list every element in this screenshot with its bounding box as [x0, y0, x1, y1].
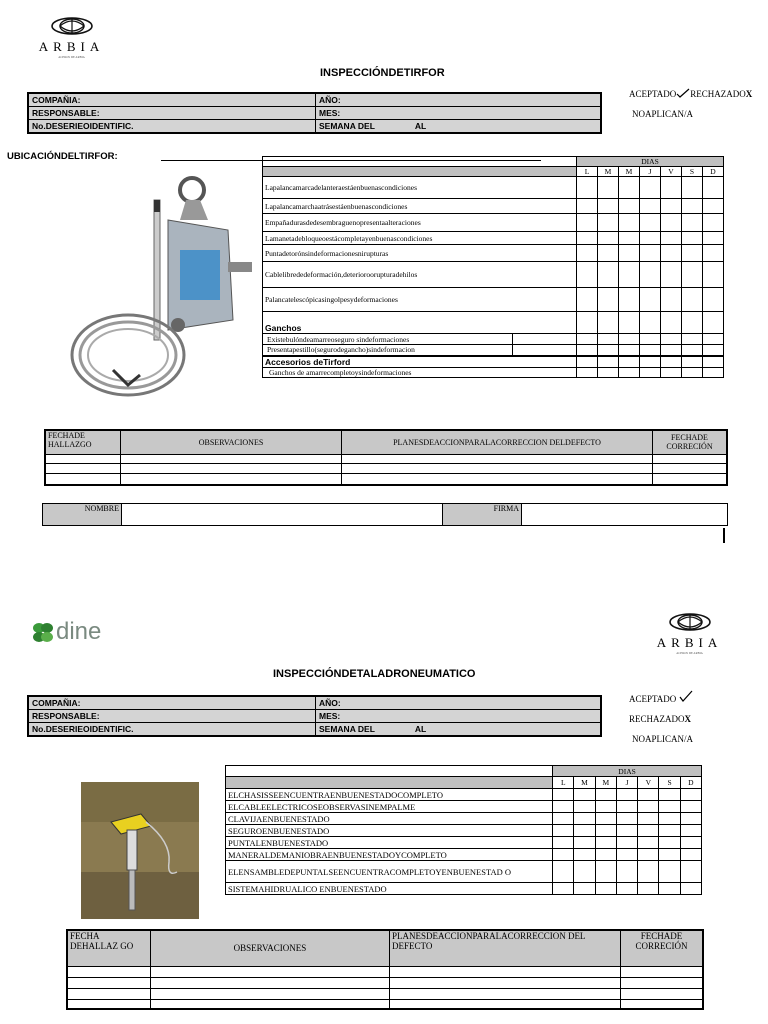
check-cell[interactable] [703, 177, 724, 199]
company-label: COMPAÑIA: [32, 95, 81, 105]
dine-logo [32, 618, 101, 646]
obs-cell[interactable] [67, 988, 151, 999]
day-s: S [682, 167, 703, 177]
day-m1: M [598, 167, 619, 177]
day-l: L [553, 777, 574, 789]
rejected-symbol: X [684, 714, 691, 724]
check-cell[interactable] [574, 883, 595, 895]
check-cell[interactable] [616, 813, 637, 825]
check-cell[interactable] [577, 245, 598, 262]
obs-cell[interactable] [621, 977, 704, 988]
check-cell[interactable] [640, 177, 661, 199]
check-cell[interactable] [638, 837, 659, 849]
check-cell[interactable] [598, 345, 619, 356]
check-cell[interactable] [659, 837, 680, 849]
week-to-label: AL [414, 121, 427, 131]
check-cell[interactable] [598, 334, 619, 345]
obs-cell[interactable] [151, 988, 390, 999]
check-cell[interactable] [598, 214, 619, 232]
check-cell[interactable] [619, 232, 640, 245]
obs-cell[interactable] [653, 473, 728, 485]
obs-cell[interactable] [390, 966, 621, 977]
days-header: DIAS [553, 766, 702, 777]
check-cell[interactable] [661, 232, 682, 245]
obs-header-date-fix: FECHADE CORRECIÓN [621, 930, 704, 966]
check-cell[interactable] [616, 789, 637, 801]
check-cell[interactable] [703, 334, 724, 345]
check-cell[interactable] [619, 288, 640, 312]
serial-label: No.DESERIEOIDENTIFIC. [32, 724, 134, 734]
rejected-symbol: X [745, 89, 753, 99]
check-item: Puntadetorónsindeformacionesnirupturas [263, 245, 577, 262]
day-m1: M [574, 777, 595, 789]
check-cell[interactable] [682, 345, 703, 356]
obs-header-date-found: FECHADE HALLAZGO [45, 430, 121, 454]
week-to-label: AL [414, 724, 427, 734]
check-cell[interactable] [616, 825, 637, 837]
check-cell[interactable] [661, 345, 682, 356]
obs-cell[interactable] [390, 977, 621, 988]
week-label: SEMANA DEL [319, 121, 375, 131]
check-cell[interactable] [574, 813, 595, 825]
check-cell[interactable] [577, 288, 598, 312]
check-cell[interactable] [682, 199, 703, 214]
check-cell[interactable] [595, 849, 616, 861]
rejected-label: RECHAZADO [629, 714, 685, 724]
check-cell[interactable] [598, 288, 619, 312]
check-cell[interactable] [598, 232, 619, 245]
check-cell[interactable] [577, 232, 598, 245]
check-cell[interactable] [619, 177, 640, 199]
name-input[interactable] [122, 504, 443, 526]
obs-header-plans: PLANESDEACCIONPARALACORRECCION DEL DEFECTO [390, 930, 621, 966]
obs-cell[interactable] [342, 473, 653, 485]
check-cell[interactable] [661, 288, 682, 312]
check-cell[interactable] [680, 789, 701, 801]
check-cell[interactable] [661, 177, 682, 199]
obs-cell[interactable] [45, 454, 121, 463]
obs-cell[interactable] [653, 454, 728, 463]
check-cell[interactable] [638, 825, 659, 837]
check-cell[interactable] [598, 367, 619, 377]
day-l: L [577, 167, 598, 177]
obs-cell[interactable] [342, 463, 653, 473]
jackhammer-photo [81, 782, 199, 919]
check-cell[interactable] [616, 837, 637, 849]
hook-item: Presentapestillo(segurodegancho)sindeformacion [263, 345, 513, 356]
check-cell[interactable] [682, 288, 703, 312]
check-cell[interactable] [661, 214, 682, 232]
check-cell[interactable] [680, 861, 701, 883]
check-cell[interactable] [659, 813, 680, 825]
logo-name: ARBIA [38, 39, 105, 54]
accepted-status [629, 690, 693, 704]
check-cell[interactable] [680, 825, 701, 837]
obs-cell[interactable] [67, 977, 151, 988]
check-cell[interactable] [703, 288, 724, 312]
checkmark-icon [676, 88, 690, 98]
check-cell[interactable] [640, 334, 661, 345]
check-cell[interactable] [680, 837, 701, 849]
check-cell[interactable] [640, 245, 661, 262]
check-cell[interactable] [598, 262, 619, 288]
check-item: ELCHASISSEENCUENTRAENBUENESTADOCOMPLETO [226, 789, 553, 801]
check-cell[interactable] [577, 334, 598, 345]
check-cell[interactable] [553, 861, 574, 883]
check-cell[interactable] [661, 199, 682, 214]
check-cell[interactable] [703, 367, 724, 377]
check-cell[interactable] [598, 199, 619, 214]
section-hooks: Ganchos [263, 312, 577, 334]
check-cell[interactable] [619, 262, 640, 288]
check-cell[interactable] [682, 245, 703, 262]
day-s: S [659, 777, 680, 789]
check-cell[interactable] [595, 813, 616, 825]
location-label: UBICACIÓNDELTIRFOR: [7, 151, 118, 162]
check-cell[interactable] [577, 199, 598, 214]
logo-tagline: ACEROS DE ARBIA [676, 651, 703, 655]
check-cell[interactable] [574, 825, 595, 837]
check-cell[interactable] [682, 334, 703, 345]
check-cell[interactable] [595, 837, 616, 849]
obs-cell[interactable] [151, 999, 390, 1009]
check-cell[interactable] [619, 345, 640, 356]
hook-item: Existebulóndeamarreoseguro sindeformaciones [263, 334, 513, 345]
form2-title: INSPECCIÓNDETALADRONEUMATICO [273, 668, 476, 680]
check-item: Empañadurasdedesembraguenopresentaalteraciones [263, 214, 577, 232]
check-cell[interactable] [616, 883, 637, 895]
accessory-item: Ganchos de amarrecompletoysindeformaciones [263, 367, 577, 377]
check-cell[interactable] [574, 849, 595, 861]
check-item: SEGUROENBUENESTADO [226, 825, 553, 837]
section-accessories: Accesorios deTirford [263, 356, 577, 368]
name-label: NOMBRE [43, 504, 122, 526]
form2-checklist [225, 765, 702, 895]
check-item: Lamanetadebloqueoestácompletayenbuenascondiciones [263, 232, 577, 245]
check-cell[interactable] [640, 262, 661, 288]
check-cell[interactable] [574, 861, 595, 883]
check-cell[interactable] [577, 367, 598, 377]
check-cell[interactable] [680, 801, 701, 813]
jackhammer-image [81, 782, 199, 919]
dine-brand: dine [56, 618, 102, 645]
check-item: Palancatelescópicasingolpesydeformaciones [263, 288, 577, 312]
not-applicable-label: NOAPLICAN/A [632, 109, 694, 119]
check-cell[interactable] [640, 199, 661, 214]
responsible-label: RESPONSABLE: [32, 108, 100, 118]
check-cell[interactable] [574, 837, 595, 849]
day-d: D [680, 777, 701, 789]
check-cell[interactable] [616, 849, 637, 861]
checkmark-icon [679, 690, 693, 702]
days-header: DIAS [577, 157, 724, 167]
month-label: MES: [319, 711, 341, 721]
check-cell[interactable] [703, 345, 724, 356]
check-cell[interactable] [553, 825, 574, 837]
check-cell[interactable] [682, 232, 703, 245]
responsible-label: RESPONSABLE: [32, 711, 100, 721]
check-cell[interactable] [553, 789, 574, 801]
check-cell[interactable] [640, 288, 661, 312]
accepted-label: ACEPTADO [629, 89, 677, 99]
obs-header-observations: OBSERVACIONES [121, 430, 342, 454]
check-cell[interactable] [574, 789, 595, 801]
serial-label: No.DESERIEOIDENTIFIC. [32, 121, 134, 131]
check-cell[interactable] [659, 825, 680, 837]
arbia-logo-bottom [642, 612, 737, 655]
check-item: Lapalancamarcadelanteraestáenbuenascondiciones [263, 177, 577, 199]
check-item: CLAVIJAENBUENESTADO [226, 813, 553, 825]
signature-input[interactable] [522, 504, 728, 526]
check-item: MANERALDEMANIOBRAENBUENESTADOYCOMPLETO [226, 849, 553, 861]
check-cell[interactable] [577, 262, 598, 288]
check-cell[interactable] [595, 789, 616, 801]
arbia-emblem-icon [50, 16, 94, 36]
obs-header-date-found: FECHA DEHALLAZ GO [67, 930, 151, 966]
check-cell[interactable] [577, 345, 598, 356]
check-item: ELCABLEELECTRICOSEOBSERVASINEMPALME [226, 801, 553, 813]
status-accepted-rejected [629, 88, 752, 99]
dine-leaf-icon [32, 620, 54, 644]
form2-observations-table [66, 929, 704, 1010]
form1-info-table [27, 92, 602, 134]
not-applicable-label: NOAPLICAN/A [632, 734, 694, 744]
check-cell[interactable] [638, 801, 659, 813]
signature-table [42, 503, 728, 526]
obs-header-date-fix: FECHADE CORRECIÓN [653, 430, 728, 454]
form1-checklist [262, 156, 724, 378]
obs-cell[interactable] [342, 454, 653, 463]
check-cell[interactable] [703, 245, 724, 262]
check-cell[interactable] [619, 199, 640, 214]
check-cell[interactable] [703, 262, 724, 288]
obs-cell[interactable] [621, 966, 704, 977]
company-label: COMPAÑIA: [32, 698, 81, 708]
check-cell[interactable] [640, 345, 661, 356]
check-cell[interactable] [553, 837, 574, 849]
logo-name: ARBIA [656, 635, 723, 650]
logo-tagline: ACEROS DE ARBIA [58, 55, 85, 59]
check-cell[interactable] [574, 801, 595, 813]
check-cell[interactable] [659, 801, 680, 813]
obs-cell[interactable] [653, 463, 728, 473]
signature-marker [723, 528, 725, 543]
obs-cell[interactable] [621, 988, 704, 999]
check-item: Cablelibrededeformación,deterioroorupturadehilos [263, 262, 577, 288]
check-cell[interactable] [638, 789, 659, 801]
check-cell[interactable] [638, 883, 659, 895]
day-v: V [638, 777, 659, 789]
check-cell[interactable] [595, 861, 616, 883]
check-cell[interactable] [638, 849, 659, 861]
check-cell[interactable] [577, 177, 598, 199]
check-cell[interactable] [659, 861, 680, 883]
arbia-emblem-icon [668, 612, 712, 632]
form2-info-table [27, 695, 602, 737]
obs-header-observations: OBSERVACIONES [151, 930, 390, 966]
check-cell[interactable] [682, 262, 703, 288]
obs-cell[interactable] [390, 988, 621, 999]
accepted-label: ACEPTADO [629, 694, 677, 704]
check-cell[interactable] [619, 245, 640, 262]
signature-label: FIRMA [443, 504, 522, 526]
form1-observations-table [44, 429, 728, 486]
check-cell[interactable] [640, 214, 661, 232]
check-cell[interactable] [638, 861, 659, 883]
check-item: SISTEMAHIDRUALICO ENBUENESTADO [226, 883, 553, 895]
rejected-status [629, 714, 691, 724]
check-cell[interactable] [682, 177, 703, 199]
check-cell[interactable] [680, 883, 701, 895]
check-cell[interactable] [577, 214, 598, 232]
obs-cell[interactable] [45, 473, 121, 485]
month-label: MES: [319, 108, 341, 118]
check-cell[interactable] [598, 177, 619, 199]
day-j: J [616, 777, 637, 789]
check-cell[interactable] [703, 232, 724, 245]
obs-cell[interactable] [121, 473, 342, 485]
obs-cell[interactable] [67, 999, 151, 1009]
day-v: V [661, 167, 682, 177]
check-cell[interactable] [553, 801, 574, 813]
year-label: AÑO: [319, 698, 341, 708]
rejected-label: RECHAZADO [690, 89, 746, 99]
obs-cell[interactable] [621, 999, 704, 1009]
check-cell[interactable] [703, 199, 724, 214]
check-cell[interactable] [616, 861, 637, 883]
check-cell[interactable] [659, 789, 680, 801]
obs-cell[interactable] [121, 454, 342, 463]
check-item: PUNTALENBUENESTADO [226, 837, 553, 849]
check-item: Lapalancamarchaatrásestáenbuenascondiciones [263, 199, 577, 214]
obs-cell[interactable] [151, 966, 390, 977]
check-cell[interactable] [680, 849, 701, 861]
check-cell[interactable] [661, 245, 682, 262]
check-cell[interactable] [553, 883, 574, 895]
check-cell[interactable] [659, 849, 680, 861]
tirfor-photo [68, 170, 258, 410]
obs-cell[interactable] [390, 999, 621, 1009]
check-cell[interactable] [616, 801, 637, 813]
check-cell[interactable] [661, 262, 682, 288]
check-cell[interactable] [595, 825, 616, 837]
check-cell[interactable] [595, 883, 616, 895]
arbia-logo-top [24, 16, 119, 59]
check-cell[interactable] [619, 214, 640, 232]
obs-cell[interactable] [121, 463, 342, 473]
check-cell[interactable] [682, 214, 703, 232]
obs-cell[interactable] [67, 966, 151, 977]
check-cell[interactable] [553, 849, 574, 861]
check-cell[interactable] [638, 813, 659, 825]
obs-header-plans: PLANESDEACCIONPARALACORRECCION DELDEFECTO [342, 430, 653, 454]
check-cell[interactable] [659, 883, 680, 895]
check-cell[interactable] [661, 334, 682, 345]
day-d: D [703, 167, 724, 177]
day-j: J [640, 167, 661, 177]
check-cell[interactable] [640, 367, 661, 377]
check-cell[interactable] [682, 367, 703, 377]
form1-title: INSPECCIÓNDETIRFOR [320, 67, 445, 79]
obs-cell[interactable] [151, 977, 390, 988]
obs-cell[interactable] [45, 463, 121, 473]
check-cell[interactable] [619, 334, 640, 345]
day-m2: M [595, 777, 616, 789]
check-cell[interactable] [661, 367, 682, 377]
check-cell[interactable] [619, 367, 640, 377]
tirfor-hoist-image [68, 170, 258, 410]
week-label: SEMANA DEL [319, 724, 375, 734]
check-cell[interactable] [703, 214, 724, 232]
check-item: ELENSAMBLEDEPUNTALSEENCUENTRACOMPLETOYENBUENESTAD O [226, 861, 553, 883]
check-cell[interactable] [680, 813, 701, 825]
check-cell[interactable] [598, 245, 619, 262]
day-m2: M [619, 167, 640, 177]
check-cell[interactable] [595, 801, 616, 813]
check-cell[interactable] [640, 232, 661, 245]
check-cell[interactable] [553, 813, 574, 825]
year-label: AÑO: [319, 95, 341, 105]
